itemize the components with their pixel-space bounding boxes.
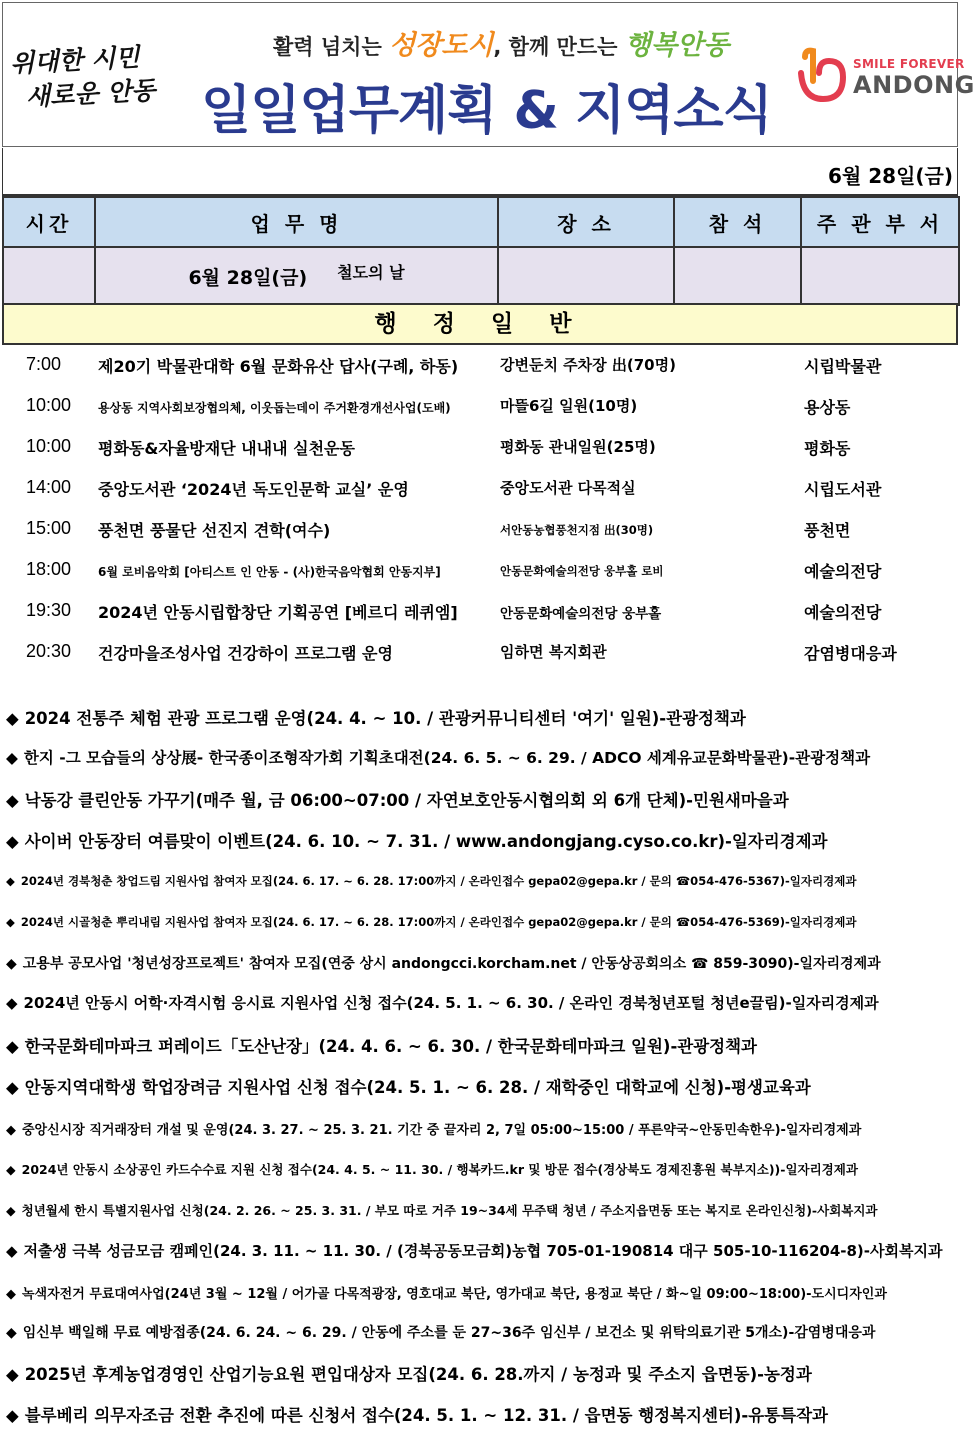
diamond-bullet-icon: ◆ — [6, 994, 18, 1012]
schedule-task: 풍천면 풍물단 선진지 견학(여수) — [98, 521, 331, 540]
diamond-bullet-icon: ◆ — [6, 1123, 16, 1138]
notice-item — [6, 697, 956, 738]
day-cell-time — [3, 247, 95, 305]
date-label: 6월 28일(금) — [828, 164, 953, 188]
notice-list — [6, 697, 956, 1435]
schedule-row — [2, 509, 958, 550]
schedule-row — [2, 632, 958, 673]
day-row — [3, 247, 959, 305]
slogan-line-1: 위대한 시민 — [9, 42, 141, 79]
special-day: 철도의 날 — [337, 262, 405, 282]
notice-text: 고용부 공모사업 '청년성장프로젝트' 참여자 모집(연중 상시 andongcci.korcham.net / 안동상공회의소 ☎ 859-3090)-일자리경제과 — [22, 956, 881, 972]
notice-item — [6, 861, 956, 902]
header-banner — [2, 2, 975, 147]
schedule-time: 20:30 — [26, 641, 72, 661]
schedule-time: 14:00 — [26, 477, 72, 497]
diamond-bullet-icon: ◆ — [6, 1365, 19, 1384]
col-header-dept: 주 관 부 서 — [801, 197, 959, 247]
diamond-bullet-icon: ◆ — [6, 1162, 16, 1177]
diamond-bullet-icon: ◆ — [6, 1037, 19, 1056]
schedule-place: 임하면 복지회관 — [500, 643, 607, 661]
andong-logo — [795, 47, 975, 107]
smile-logo-icon — [795, 47, 849, 107]
notice-item — [6, 1230, 956, 1271]
schedule-place: 서안동농협풍천지점 出(30명) — [500, 523, 654, 537]
schedule-time: 10:00 — [26, 395, 72, 415]
day-cell-dept — [801, 247, 959, 305]
notice-text: 2025년 후계농업경영인 산업기능요원 편입대상자 모집(24. 6. 28.까지 / 농정과 및 주소지 읍면동)-농정과 — [24, 1365, 812, 1384]
notice-item — [6, 738, 956, 779]
notice-text: 2024년 안동시 어학·자격시험 응시료 지원사업 신청 접수(24. 5. 1. ~ 6. 30. / 온라인 경북청년포털 청년e끌림)-일자리경제과 — [23, 994, 879, 1012]
notice-item — [6, 1066, 956, 1107]
schedule-dept: 예술의전당 — [804, 603, 882, 622]
schedule-row — [2, 386, 958, 427]
diamond-bullet-icon: ◆ — [6, 1203, 16, 1218]
schedule-time: 10:00 — [26, 436, 72, 456]
schedule-dept: 시립도서관 — [804, 480, 882, 499]
notice-item — [6, 779, 956, 820]
schedule-place: 평화동 관내일원(25명) — [500, 438, 656, 456]
slogan-line-2: 새로운 안동 — [25, 75, 157, 112]
schedule-task: 2024년 안동시립합창단 기획공연 [베르디 레퀴엠] — [98, 603, 458, 622]
diamond-bullet-icon: ◆ — [6, 749, 18, 767]
notice-text: 저출생 극복 성금모금 캠페인(24. 3. 11. ~ 11. 30. / (경북공동모금회)농협 705-01-190814 대구 505-10-116204-8)-사회복지과 — [23, 1242, 943, 1260]
notice-item — [6, 1148, 956, 1189]
notice-text: 녹색자전거 무료대여사업(24년 3월 ~ 12월 / 어가골 다목적광장, 영호대교 북단, 영가대교 북단, 용정교 북단 / 화~일 09:00~18:00)-도시디자인과 — [22, 1287, 887, 1302]
schedule-row — [2, 427, 958, 468]
schedule-time: 18:00 — [26, 559, 72, 579]
diamond-bullet-icon: ◆ — [6, 1242, 18, 1260]
diamond-bullet-icon: ◆ — [6, 956, 17, 972]
tagline — [273, 23, 729, 62]
schedule-time: 15:00 — [26, 518, 72, 538]
notice-item — [6, 1312, 956, 1353]
schedule-dept: 예술의전당 — [804, 562, 882, 581]
schedule-place: 마뜰6길 일원(10명) — [500, 397, 638, 415]
day-cell-attendee — [674, 247, 801, 305]
schedule-dept: 용상동 — [804, 398, 851, 417]
column-header-row — [3, 197, 959, 247]
schedule-dept: 시립박물관 — [804, 357, 882, 376]
schedule-task: 중앙도서관 ‘2024년 독도인문학 교실’ 운영 — [98, 480, 409, 499]
day-cell-place — [498, 247, 674, 305]
schedule-header-table — [2, 196, 960, 306]
notice-text: 2024년 경북청춘 창업드림 지원사업 참여자 모집(24. 6. 17. ~ 6. 28. 17:00까지 / 온라인접수 gepa02@gepa.kr / 문의 ☎054-476-5367)-일자리경제과 — [20, 874, 857, 888]
schedule-row — [2, 550, 958, 591]
schedule-place: 중앙도서관 다목적실 — [500, 479, 636, 497]
diamond-bullet-icon: ◆ — [6, 791, 19, 810]
notice-text: 2024 전통주 체험 관광 프로그램 운영(24. 4. ~ 10. / 관광커뮤니티센터 '여기' 일원)-관광정책과 — [24, 709, 746, 728]
col-header-place: 장 소 — [498, 197, 674, 247]
diamond-bullet-icon: ◆ — [6, 1287, 16, 1302]
notice-text: 2024년 시골청춘 뿌리내림 지원사업 참여자 모집(24. 6. 17. ~ 6. 28. 17:00까지 / 온라인접수 gepa02@gepa.kr / 문의 ☎054-476-5369)-일자리경제과 — [20, 915, 857, 929]
schedule-row — [2, 345, 958, 386]
notice-text: 한국문화테마파크 퍼레이드「도산난장」(24. 4. 6. ~ 6. 30. / 한국문화테마파크 일원)-관광정책과 — [24, 1037, 757, 1056]
diamond-bullet-icon: ◆ — [6, 1406, 19, 1425]
schedule-place: 강변둔치 주차장 出(70명) — [500, 356, 676, 374]
date-row — [2, 148, 958, 196]
diamond-bullet-icon: ◆ — [6, 1325, 17, 1341]
diamond-bullet-icon: ◆ — [6, 709, 19, 728]
notice-text: 한지 -그 모습들의 상상展- 한국종이조형작가회 기획초대전(24. 6. 5. ~ 6. 29. / ADCO 세계유교문화박물관)-관광정책과 — [23, 749, 871, 767]
notice-item — [6, 1025, 956, 1066]
notice-text: 블루베리 의무자조금 전환 추진에 따른 신청서 접수(24. 5. 1. ~ 12. 31. / 읍면동 행정복지센터)-유통특작과 — [24, 1406, 828, 1425]
notice-text: 낙동강 클린안동 가꾸기(매주 월, 금 06:00~07:00 / 자연보호안동시협의회 외 6개 단체)-민원새마을과 — [24, 791, 789, 810]
notice-item — [6, 1271, 956, 1312]
schedule-row — [2, 591, 958, 632]
notice-item — [6, 984, 956, 1025]
diamond-bullet-icon: ◆ — [6, 1078, 19, 1097]
col-header-attendee: 참 석 — [674, 197, 801, 247]
notice-item — [6, 1107, 956, 1148]
notice-item — [6, 1394, 956, 1435]
tagline-happy-andong: 행복안동 — [624, 30, 730, 61]
tagline-pre: 활력 넘치는 — [273, 35, 390, 59]
schedule-list — [2, 345, 958, 673]
day-title: 6월 28일(금) — [188, 266, 308, 289]
notice-text: 임신부 백일해 무료 예방접종(24. 6. 24. ~ 6. 29. / 안동에 주소를 둔 27~36주 임신부 / 보건소 및 위탁의료기관 5개소)-감염병대응과 — [22, 1325, 876, 1341]
col-header-time: 시간 — [3, 197, 95, 247]
notice-item — [6, 820, 956, 861]
page-title: 일일업무계획 & 지역소식 — [201, 81, 772, 141]
diamond-bullet-icon: ◆ — [6, 832, 19, 851]
notice-text: 청년월세 한시 특별지원사업 신청(24. 2. 26. ~ 25. 3. 31. / 부모 따로 거주 19~34세 무주택 청년 / 주소지읍면동 또는 복지로 온라인신청)-사회복지과 — [21, 1203, 878, 1218]
notice-item — [6, 902, 956, 943]
schedule-task: 건강마을조성사업 건강하이 프로그램 운영 — [98, 644, 393, 663]
schedule-task: 용상동 지역사회보장협의체, 이웃돕는데이 주거환경개선사업(도배) — [98, 401, 451, 415]
notice-item — [6, 1353, 956, 1394]
notice-item — [6, 943, 956, 984]
col-header-task: 업 무 명 — [95, 197, 498, 247]
diamond-bullet-icon: ◆ — [6, 874, 15, 888]
notice-text: 사이버 안동장터 여름맞이 이벤트(24. 6. 10. ~ 7. 31. / www.andongjang.cyso.co.kr)-일자리경제과 — [24, 832, 828, 851]
section-header-admin: 행 정 일 반 — [2, 303, 958, 345]
schedule-dept: 평화동 — [804, 439, 851, 458]
logo-subtitle: SMILE FOREVER — [853, 57, 965, 71]
schedule-time: 19:30 — [26, 600, 72, 620]
schedule-row — [2, 468, 958, 509]
schedule-dept: 풍천면 — [804, 521, 851, 540]
schedule-place: 안동문화예술의전당 웅부홀 로비 — [500, 564, 664, 578]
notice-text: 중앙신시장 직거래장터 개설 및 운영(24. 3. 27. ~ 25. 3. 21. 기간 중 끝자리 2, 7일 05:00~15:00 / 푸른약국~안동민속한우)-일자리경제과 — [22, 1123, 862, 1138]
notice-item — [6, 1189, 956, 1230]
slogan-calligraphy — [9, 39, 172, 115]
logo-wordmark: ANDONG — [853, 71, 975, 99]
schedule-task: 평화동&자율방재단 내내내 실천운동 — [98, 439, 355, 458]
tagline-growth-city: 성장도시 — [389, 30, 494, 61]
diamond-bullet-icon: ◆ — [6, 915, 15, 929]
schedule-task: 6월 로비음악회 [아티스트 인 안동 - (사)한국음악협회 안동지부] — [98, 565, 441, 579]
notice-text: 2024년 안동시 소상공인 카드수수료 지원 신청 접수(24. 4. 5. ~ 11. 30. / 행복카드.kr 및 방문 접수(경상북도 경제진흥원 북부지소))-일자리경제과 — [21, 1162, 858, 1177]
day-cell-task — [95, 247, 498, 305]
schedule-dept: 감염병대응과 — [804, 644, 897, 663]
tagline-mid: , 함께 만드는 — [493, 35, 625, 59]
schedule-place: 안동문화예술의전당 웅부홀 — [500, 606, 662, 622]
schedule-time: 7:00 — [26, 354, 62, 374]
schedule-task: 제20기 박물관대학 6월 문화유산 답사(구례, 하동) — [98, 357, 459, 376]
notice-text: 안동지역대학생 학업장려금 지원사업 신청 접수(24. 5. 1. ~ 6. 28. / 재학중인 대학교에 신청)-평생교육과 — [24, 1078, 811, 1097]
